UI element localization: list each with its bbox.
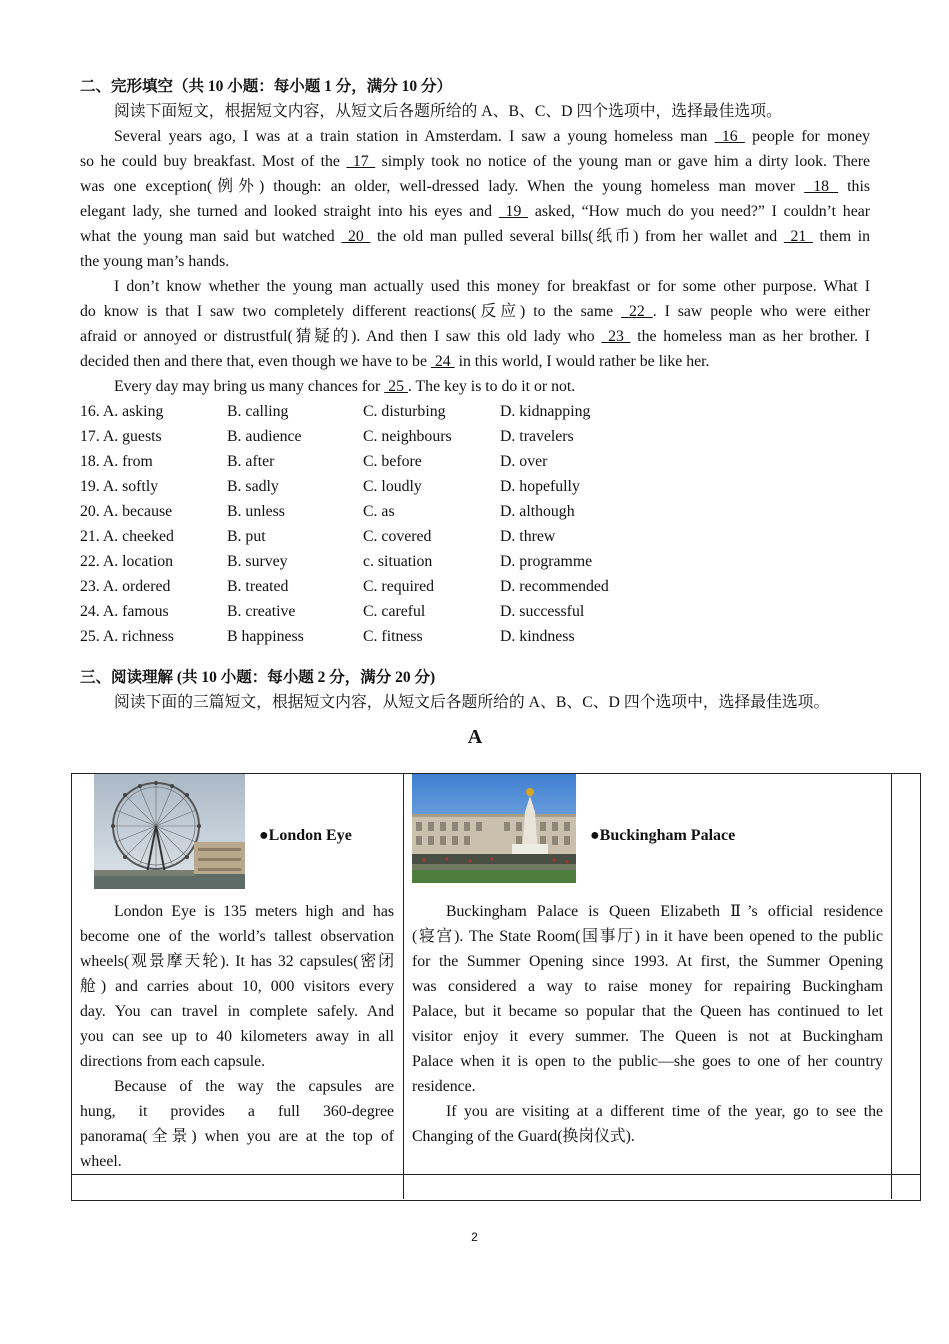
blank-number: 18 xyxy=(804,178,839,195)
option-item: C. disturbing xyxy=(363,403,446,420)
option-item: B. sadly xyxy=(227,478,279,495)
blank-number: 24 xyxy=(430,353,455,370)
option-item: C. covered xyxy=(363,528,432,545)
reading-instruction: 阅读下面的三篇短文，根据短文内容，从短文后各题所给的 A、B、C、D 四个选项中，选择最佳选项。 xyxy=(114,694,830,711)
passage-text: elegant lady, she turned and looked straight into his eyes and xyxy=(80,203,499,220)
cell-text-line: hung, it provides a full 360-degree xyxy=(80,1103,394,1120)
cell-text-line: for the Summer Opening since 1993. At first, the Summer Opening xyxy=(412,953,883,970)
option-item: 23. A. ordered xyxy=(80,578,171,595)
option-row xyxy=(80,449,640,474)
passage-line xyxy=(80,349,870,374)
cell-text-line: directions from each capsule. xyxy=(80,1053,266,1070)
buckingham-palace-caption: ●Buckingham Palace xyxy=(590,827,736,844)
passage-text: what the young man said but watched xyxy=(80,228,342,245)
cell-text-line: 舱) and carries about 10, 000 visitors every xyxy=(80,978,394,995)
passage-text: this xyxy=(838,178,870,195)
passage-line xyxy=(80,274,870,299)
page-number: 2 xyxy=(471,1230,478,1244)
option-item: 18. A. from xyxy=(80,453,153,470)
option-item: 22. A. location xyxy=(80,553,174,570)
option-item: B. after xyxy=(227,453,275,470)
passage-text: do know is that I saw two completely different reactions(反应) to the same xyxy=(80,303,622,320)
cell-text-line: Palace, but it became so popular that the Queen has continued to let xyxy=(412,1003,883,1020)
blank-number: 16 xyxy=(714,128,745,145)
passage-text: decided then and there that, even though we have to be xyxy=(80,353,431,370)
passage-text: the homeless man as her brother. I xyxy=(630,328,870,345)
option-item: D. successful xyxy=(500,603,585,620)
passage-text: was one exception(例外) though: an older, well-dressed lady. When the young homeless man mover xyxy=(80,178,805,195)
cell-text-line: Because of the way the capsules are xyxy=(114,1078,394,1095)
option-item: C. careful xyxy=(363,603,426,620)
option-item: B. audience xyxy=(227,428,302,445)
option-item: D. hopefully xyxy=(500,478,580,495)
option-row xyxy=(80,399,640,424)
option-row xyxy=(80,549,640,574)
option-item: B happiness xyxy=(227,628,304,645)
option-item: B. put xyxy=(227,528,266,545)
cell-text-line: day. You can travel in complete safely. And xyxy=(80,1003,394,1020)
passage-text: Every day may bring us many chances for xyxy=(114,378,385,395)
option-item: D. programme xyxy=(500,553,593,570)
option-row xyxy=(80,474,640,499)
option-item: 17. A. guests xyxy=(80,428,162,445)
option-item: B. unless xyxy=(227,503,285,520)
passage-text: asked, “How much do you need?” I couldn’t hear xyxy=(528,203,870,220)
option-item: c. situation xyxy=(363,553,433,570)
cell-text-line: London Eye is 135 meters high and has xyxy=(114,903,394,920)
cell-text-line: Palace when it is open to the public—she goes to one of her country xyxy=(412,1053,883,1070)
cell-text-line: wheels(观景摩天轮). It has 32 capsules(密闭 xyxy=(80,953,394,970)
passage-text: afraid or annoyed or distrustful(猜疑的). And then I saw this old lady who xyxy=(80,328,602,345)
passage-text: . The key is to do it or not. xyxy=(407,378,576,395)
option-item: C. before xyxy=(363,453,422,470)
passage-line xyxy=(80,149,870,174)
cell-text-line: become one of the world’s tallest observation xyxy=(80,928,394,945)
passage-line xyxy=(80,199,870,224)
buckingham-palace-text xyxy=(412,899,883,1149)
page-content xyxy=(80,74,870,751)
passage-line xyxy=(80,124,870,149)
option-item: D. kindness xyxy=(500,628,575,645)
passage-text: I don’t know whether the young man actually used this money for breakfast or for some other purpose. What I xyxy=(114,278,870,295)
cell-text-line: was considered a way to raise money for repairing Buckingham xyxy=(412,978,883,995)
option-item: C. neighbours xyxy=(363,428,452,445)
cell-text-line: Buckingham Palace is Queen Elizabeth Ⅱ’s official residence xyxy=(446,903,883,920)
option-row xyxy=(80,599,640,624)
cell-text-line: you can see up to 40 kilometers away in all xyxy=(80,1028,394,1045)
passage-line xyxy=(80,299,870,324)
option-item: C. loudly xyxy=(363,478,422,495)
london-eye-caption: ●London Eye xyxy=(259,827,352,844)
blank-number: 23 xyxy=(601,328,631,345)
passage-text: simply took no notice of the young man or gave him a dirty look. There xyxy=(375,153,870,170)
option-item: B. treated xyxy=(227,578,289,595)
option-item: B. survey xyxy=(227,553,288,570)
passage-text: . I saw people who were either xyxy=(652,303,870,320)
cell-text-line: wheel. xyxy=(80,1153,122,1170)
passage-table xyxy=(71,773,920,1200)
buckingham-palace-photo xyxy=(412,774,576,883)
cell-text-line: visitor enjoy it every summer. The Queen is not at Buckingham xyxy=(412,1028,883,1045)
cloze-section-title: 二、完形填空（共 10 小题：每小题 1 分，满分 10 分） xyxy=(80,78,453,95)
cell-text-line: panorama(全景) when you are at the top of xyxy=(80,1128,394,1145)
passage-text: Several years ago, I was at a train station in Amsterdam. I saw a young homeless man xyxy=(114,128,715,145)
option-item: 16. A. asking xyxy=(80,403,164,420)
passage-text: people for money xyxy=(744,128,870,145)
option-item: D. over xyxy=(500,453,548,470)
passage-text: so he could buy breakfast. Most of the xyxy=(80,153,347,170)
blank-number: 17 xyxy=(346,153,376,170)
cloze-instruction: 阅读下面短文，根据短文内容，从短文后各题所给的 A、B、C、D 四个选项中，选择最佳选项。 xyxy=(114,103,782,120)
passage-line xyxy=(80,224,870,249)
option-item: D. recommended xyxy=(500,578,609,595)
london-eye-text xyxy=(80,899,394,1174)
option-item: 25. A. richness xyxy=(80,628,174,645)
blank-number: 25 xyxy=(384,378,408,395)
passage-letter: A xyxy=(467,726,483,748)
passage-text: the young man’s hands. xyxy=(80,253,230,270)
option-row xyxy=(80,624,640,649)
blank-number: 22 xyxy=(621,303,653,320)
passage-text: the old man pulled several bills(纸币) from her wallet and xyxy=(370,228,784,245)
passage-text: them in xyxy=(812,228,871,245)
option-item: 19. A. softly xyxy=(80,478,159,495)
option-item: 21. A. cheeked xyxy=(80,528,174,545)
option-row xyxy=(80,524,640,549)
blank-number: 20 xyxy=(341,228,371,245)
option-item: C. as xyxy=(363,503,395,520)
option-row xyxy=(80,424,640,449)
option-item: D. although xyxy=(500,503,575,520)
option-item: C. fitness xyxy=(363,628,423,645)
blank-number: 21 xyxy=(783,228,813,245)
passage-line xyxy=(80,174,870,199)
reading-section-title: 三、阅读理解 (共 10 小题：每小题 2 分，满分 20 分) xyxy=(80,669,436,686)
cloze-passage xyxy=(80,124,870,399)
option-row xyxy=(80,574,640,599)
option-item: 20. A. because xyxy=(80,503,173,520)
blank-number: 19 xyxy=(498,203,529,220)
cloze-options xyxy=(80,399,640,649)
option-item: 24. A. famous xyxy=(80,603,169,620)
passage-line xyxy=(80,324,870,349)
option-item: B. calling xyxy=(227,403,289,420)
london-eye-photo xyxy=(94,774,245,889)
option-item: D. travelers xyxy=(500,428,574,445)
passage-line xyxy=(80,249,870,274)
cell-text-line: residence. xyxy=(412,1078,476,1095)
option-item: C. required xyxy=(363,578,435,595)
passage-text: in this world, I would rather be like her. xyxy=(454,353,710,370)
cell-text-line: (寝宫). The State Room(国事厅) in it have been opened to the public xyxy=(412,928,883,945)
cell-text-line: If you are visiting at a different time of the year, go to see the xyxy=(446,1103,883,1120)
option-item: B. creative xyxy=(227,603,296,620)
cell-text-line: Changing of the Guard(换岗仪式). xyxy=(412,1128,635,1145)
option-row xyxy=(80,499,640,524)
option-item: D. threw xyxy=(500,528,556,545)
passage-line xyxy=(80,374,870,399)
option-item: D. kidnapping xyxy=(500,403,591,420)
